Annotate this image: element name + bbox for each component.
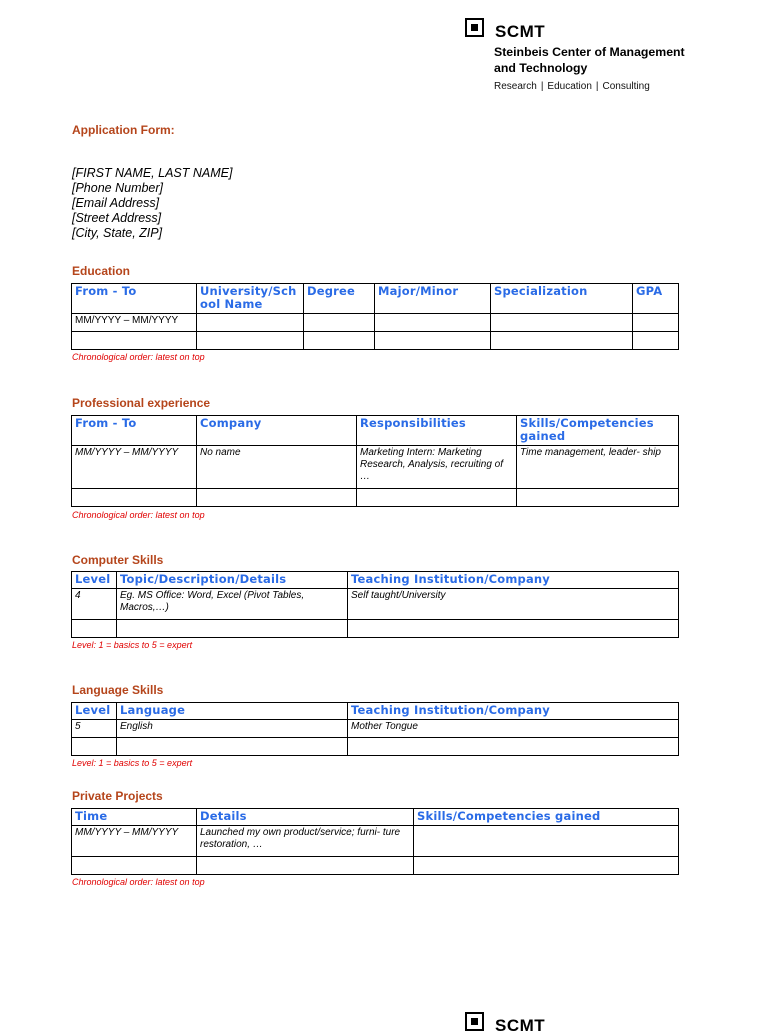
table-header-row	[72, 703, 679, 720]
table-cell[interactable]: MM/YYYY – MM/YYYY	[72, 826, 197, 857]
table-cell[interactable]: Eg. MS Office: Word, Excel (Pivot Tables, Macros,…)	[117, 589, 348, 620]
table-cell[interactable]: 5	[72, 720, 117, 738]
table-cell[interactable]: Marketing Intern: Marketing Research, Analysis, recruiting of …	[357, 446, 517, 489]
table-cell[interactable]	[491, 314, 633, 332]
logo-tagline	[494, 81, 650, 92]
contact-street: [Street Address]	[72, 211, 162, 225]
table-cell[interactable]	[348, 738, 679, 756]
table-cell[interactable]	[197, 489, 357, 507]
scmt-logo	[465, 18, 705, 98]
column-header: GPA	[633, 284, 679, 314]
table-cell[interactable]	[197, 857, 414, 875]
column-header: Company	[197, 416, 357, 446]
column-header: Time	[72, 809, 197, 826]
table-row	[72, 738, 679, 756]
column-header: Teaching Institution/Company	[348, 703, 679, 720]
table-cell[interactable]	[197, 314, 304, 332]
contact-city: [City, State, ZIP]	[72, 226, 163, 240]
table-cell[interactable]: Time management, leader- ship	[517, 446, 679, 489]
table-row	[72, 489, 679, 507]
table-cell[interactable]	[517, 489, 679, 507]
table-cell[interactable]	[375, 332, 491, 350]
language-note: Level: 1 = basics to 5 = expert	[72, 758, 193, 768]
table-cell[interactable]	[197, 332, 304, 350]
table-row	[72, 589, 679, 620]
computer-table	[71, 571, 679, 638]
projects-heading: Private Projects	[72, 789, 163, 803]
column-header: Skills/Competencies gained	[517, 416, 679, 446]
computer-note: Level: 1 = basics to 5 = expert	[72, 640, 193, 650]
column-header: Details	[197, 809, 414, 826]
column-header: Responsibilities	[357, 416, 517, 446]
experience-table	[71, 415, 679, 507]
table-cell[interactable]	[72, 620, 117, 638]
tagline-research: Research	[494, 81, 537, 92]
column-header: From - To	[72, 416, 197, 446]
form-title: Application Form:	[72, 123, 175, 137]
education-heading: Education	[72, 264, 131, 278]
language-table	[71, 702, 679, 756]
table-row	[72, 332, 679, 350]
table-cell[interactable]	[348, 620, 679, 638]
language-heading: Language Skills	[72, 683, 164, 697]
column-header: Skills/Competencies gained	[414, 809, 679, 826]
table-cell[interactable]	[117, 738, 348, 756]
table-row	[72, 857, 679, 875]
education-table	[71, 283, 679, 350]
table-header-row	[72, 572, 679, 589]
table-cell[interactable]: Launched my own product/service; furni- ture restoration, …	[197, 826, 414, 857]
tagline-separator: |	[540, 81, 544, 92]
table-cell[interactable]: No name	[197, 446, 357, 489]
table-cell[interactable]	[357, 489, 517, 507]
column-header: Language	[117, 703, 348, 720]
column-header: Level	[72, 703, 117, 720]
table-cell[interactable]	[304, 314, 375, 332]
experience-note: Chronological order: latest on top	[72, 510, 205, 520]
table-cell[interactable]	[72, 332, 197, 350]
tagline-education: Education	[547, 81, 592, 92]
table-header-row	[72, 416, 679, 446]
column-header: Major/Minor	[375, 284, 491, 314]
table-cell[interactable]	[72, 489, 197, 507]
table-row	[72, 446, 679, 489]
experience-heading: Professional experience	[72, 396, 211, 410]
tagline-consulting: Consulting	[602, 81, 650, 92]
projects-table	[71, 808, 679, 875]
table-cell[interactable]: English	[117, 720, 348, 738]
table-cell[interactable]	[304, 332, 375, 350]
table-cell[interactable]	[491, 332, 633, 350]
projects-note: Chronological order: latest on top	[72, 877, 205, 887]
table-cell[interactable]	[414, 857, 679, 875]
contact-name: [FIRST NAME, LAST NAME]	[72, 166, 233, 180]
table-header-row	[72, 284, 679, 314]
column-header: From - To	[72, 284, 197, 314]
column-header: Topic/Description/Details	[117, 572, 348, 589]
column-header: Specialization	[491, 284, 633, 314]
computer-heading: Computer Skills	[72, 553, 164, 567]
logo-subtitle-line2: and Technology	[494, 61, 588, 75]
table-cell[interactable]	[375, 314, 491, 332]
column-header: Teaching Institution/Company	[348, 572, 679, 589]
table-cell[interactable]	[633, 314, 679, 332]
table-cell[interactable]	[633, 332, 679, 350]
table-cell[interactable]	[414, 826, 679, 857]
table-row	[72, 720, 679, 738]
table-header-row	[72, 809, 679, 826]
logo-subtitle-line1: Steinbeis Center of Management	[494, 45, 685, 59]
table-row	[72, 826, 679, 857]
table-cell[interactable]	[72, 738, 117, 756]
column-header: Level	[72, 572, 117, 589]
table-row	[72, 314, 679, 332]
table-cell[interactable]: Mother Tongue	[348, 720, 679, 738]
contact-email: [Email Address]	[72, 196, 160, 210]
logo-name: SCMT	[495, 22, 546, 41]
table-row	[72, 620, 679, 638]
logo-subtitle	[494, 44, 709, 76]
contact-phone: [Phone Number]	[72, 181, 164, 195]
table-cell[interactable]: MM/YYYY – MM/YYYY	[72, 446, 197, 489]
table-cell[interactable]	[72, 857, 197, 875]
table-cell[interactable]: 4	[72, 589, 117, 620]
tagline-separator: |	[595, 81, 599, 92]
column-header: University/Sch ool Name	[197, 284, 304, 314]
contact-block	[72, 166, 232, 241]
column-header: Degree	[304, 284, 375, 314]
table-cell[interactable]	[117, 620, 348, 638]
footer-logo-name: SCMT	[495, 1016, 546, 1035]
education-note: Chronological order: latest on top	[72, 352, 205, 362]
scmt-logo-icon	[465, 18, 484, 37]
table-cell[interactable]: MM/YYYY – MM/YYYY	[72, 314, 197, 332]
table-cell[interactable]: Self taught/University	[348, 589, 679, 620]
